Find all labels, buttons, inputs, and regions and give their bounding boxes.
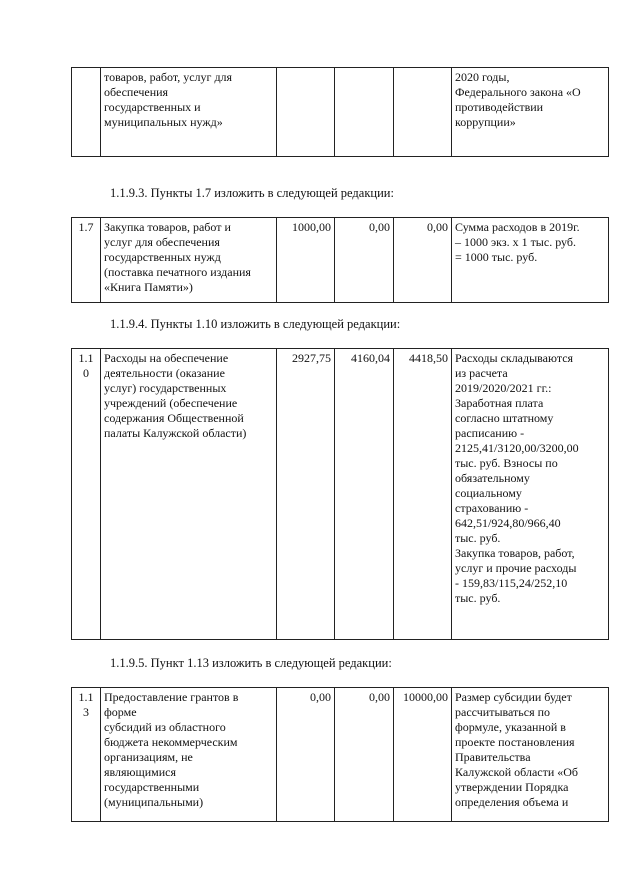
table-row <box>72 218 609 303</box>
heading-1-1-9-5: 1.1.9.5. Пункт 1.13 изложить в следующей редакции: <box>110 656 392 670</box>
cell-2020: 0,00 <box>335 688 394 822</box>
table-item-1-7 <box>71 217 609 303</box>
cell-note: 2020 годы, Федерального закона «О противодействии коррупции» <box>452 68 609 157</box>
cell-2020 <box>335 68 394 157</box>
cell-num <box>72 68 101 157</box>
table-row <box>72 349 609 640</box>
cell-note: Размер субсидии будет рассчитываться по формуле, указанной в проекте постановления Правительства Калужской области «Об утверждении Порядка определения объема и <box>452 688 609 822</box>
cell-name: товаров, работ, услуг для обеспечения государственных и муниципальных нужд» <box>101 68 277 157</box>
cell-name: Предоставление грантов в форме субсидий из областного бюджета некоммерческим организациям, не являющимися государственными (муниципальными) <box>101 688 277 822</box>
table-fragment-top <box>71 67 609 157</box>
heading-1-1-9-4: 1.1.9.4. Пункты 1.10 изложить в следующей редакции: <box>110 317 401 331</box>
table-item-1-10 <box>71 348 609 640</box>
cell-2020: 4160,04 <box>335 349 394 640</box>
cell-2020: 0,00 <box>335 218 394 303</box>
cell-2019 <box>277 68 335 157</box>
table-row <box>72 688 609 822</box>
cell-2019: 0,00 <box>277 688 335 822</box>
cell-num: 1.1 0 <box>72 349 101 640</box>
cell-note: Расходы складываются из расчета 2019/2020/2021 гг.: Заработная плата согласно штатному расписанию - 2125,41/3120,00/3200,00 тыс. руб. Взносы по обязательному социальному страхованию - 642,51/924,80/966,40 тыс. руб. Закупка товаров, работ, услуг и прочие расходы - 159,83/115,24/252,10 тыс. руб. <box>452 349 609 640</box>
cell-2019: 2927,75 <box>277 349 335 640</box>
cell-name: Закупка товаров, работ и услуг для обеспечения государственных нужд (поставка печатного издания «Книга Памяти») <box>101 218 277 303</box>
cell-num: 1.7 <box>72 218 101 303</box>
table-item-1-13 <box>71 687 609 822</box>
cell-2019: 1000,00 <box>277 218 335 303</box>
cell-2021 <box>394 68 452 157</box>
cell-note: Сумма расходов в 2019г. – 1000 экз. х 1 тыс. руб. = 1000 тыс. руб. <box>452 218 609 303</box>
cell-name: Расходы на обеспечение деятельности (оказание услуг) государственных учреждений (обеспечение содержания Общественной палаты Калужской области) <box>101 349 277 640</box>
cell-2021: 10000,00 <box>394 688 452 822</box>
cell-2021: 4418,50 <box>394 349 452 640</box>
table-row <box>72 68 609 157</box>
heading-1-1-9-3: 1.1.9.3. Пункты 1.7 изложить в следующей редакции: <box>110 186 394 200</box>
cell-2021: 0,00 <box>394 218 452 303</box>
cell-num: 1.1 3 <box>72 688 101 822</box>
